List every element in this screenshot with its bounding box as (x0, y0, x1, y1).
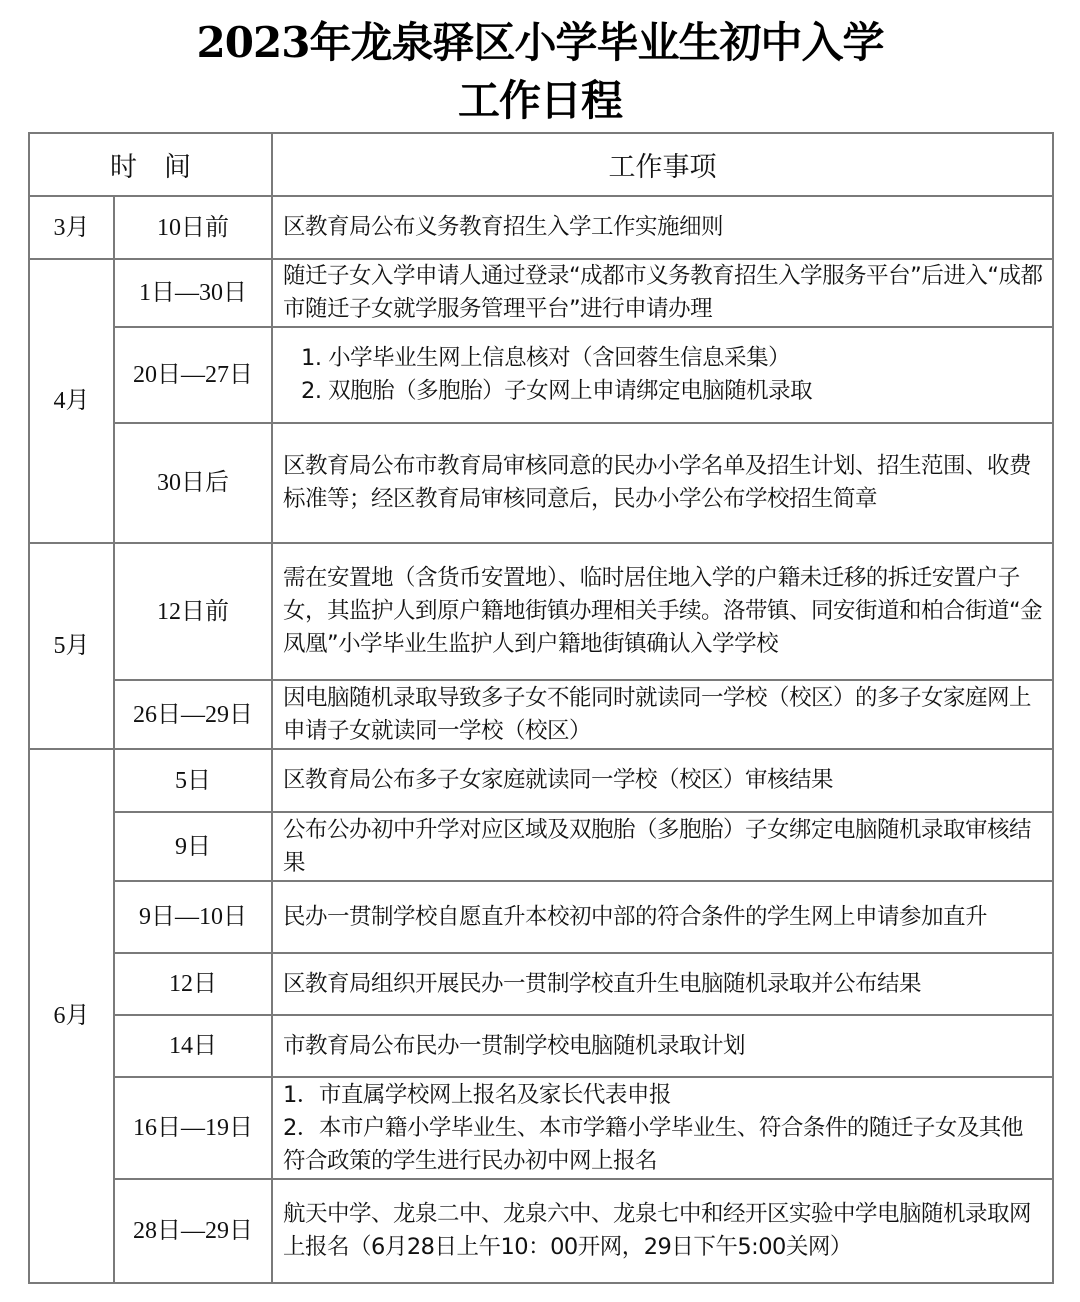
task-text: 航天中学、龙泉二中、龙泉六中、龙泉七中和经开区实验中学电脑随机录取网上报名（6月28日上午10：00开网，29日下午5:00关网） (283, 1201, 1032, 1260)
table-row (29, 812, 1053, 881)
month-cell: 4月 (29, 259, 114, 543)
task-cell (272, 259, 1053, 327)
table-row (29, 259, 1053, 327)
date-cell: 1日—30日 (114, 259, 272, 327)
date-cell: 9日 (114, 812, 272, 881)
table-row (29, 680, 1053, 749)
table-row (29, 1077, 1053, 1179)
task-cell (272, 953, 1053, 1015)
schedule-table (28, 132, 1054, 1284)
task-cell (272, 543, 1053, 680)
date-cell: 28日—29日 (114, 1179, 272, 1283)
task-cell (272, 196, 1053, 259)
table-row (29, 543, 1053, 680)
task-cell (272, 1015, 1053, 1077)
date-cell: 26日—29日 (114, 680, 272, 749)
task-text: 民办一贯制学校自愿直升本校初中部的符合条件的学生网上申请参加直升 (283, 903, 988, 930)
task-text: 区教育局公布市教育局审核同意的民办小学名单及招生计划、招生范围、收费标准等；经区教育局审核同意后，民办小学公布学校招生简章 (283, 453, 1032, 512)
date-cell: 20日—27日 (114, 327, 272, 423)
task-text: 公布公办初中升学对应区域及双胞胎（多胞胎）子女绑定电脑随机录取审核结果 (283, 816, 1032, 876)
table-row (29, 327, 1053, 423)
table-header-row (29, 133, 1053, 196)
date-cell: 16日—19日 (114, 1077, 272, 1179)
header-time: 时 间 (29, 133, 272, 196)
document-subtitle: 工作日程 (457, 76, 622, 125)
task-cell (272, 812, 1053, 881)
task-text: 1．市直属学校网上报名及家长代表申报 (283, 1081, 671, 1108)
table-row (29, 423, 1053, 543)
task-text: 需在安置地（含货币安置地）、临时居住地入学的户籍未迁移的拆迁安置户子女，其监护人到原户籍地街镇办理相关手续。洛带镇、同安街道和柏合街道“金凤凰”小学毕业生监护人到户籍地街镇确认入学学校 (283, 565, 1043, 657)
task-cell (272, 881, 1053, 953)
date-cell: 30日后 (114, 423, 272, 543)
task-cell (272, 749, 1053, 812)
table-row (29, 1179, 1053, 1283)
schedule-body (29, 196, 1053, 1283)
table-row (29, 1015, 1053, 1077)
date-cell: 12日前 (114, 543, 272, 680)
table-row (29, 749, 1053, 812)
month-cell: 3月 (29, 196, 114, 259)
date-cell: 5日 (114, 749, 272, 812)
table-row (29, 881, 1053, 953)
task-text: 区教育局组织开展民办一贯制学校直升生电脑随机录取并公布结果 (283, 970, 922, 997)
date-cell: 10日前 (114, 196, 272, 259)
month-cell: 6月 (29, 749, 114, 1283)
task-text: 因电脑随机录取导致多子女不能同时就读同一学校（校区）的多子女家庭网上申请子女就读同一学校（校区） (283, 684, 1032, 744)
task-cell (272, 327, 1053, 423)
month-cell: 5月 (29, 543, 114, 749)
task-text: 2. 双胞胎（多胞胎）子女网上申请绑定电脑随机录取 (301, 378, 813, 404)
task-cell (272, 423, 1053, 543)
task-text: 区教育局公布多子女家庭就读同一学校（校区）审核结果 (283, 767, 834, 793)
task-text: 2．本市户籍小学毕业生、本市学籍小学毕业生、符合条件的随迁子女及其他符合政策的学生进行民办初中网上报名 (283, 1114, 1023, 1174)
task-text: 市教育局公布民办一贯制学校电脑随机录取计划 (283, 1032, 746, 1059)
task-text: 区教育局公布义务教育招生入学工作实施细则 (283, 214, 724, 240)
document-title: 2023年龙泉驿区小学毕业生初中入学 (196, 18, 884, 67)
task-cell (272, 680, 1053, 749)
task-text: 随迁子女入学申请人通过登录“成都市义务教育招生入学服务平台”后进入“成都市随迁子女就学服务管理平台”进行申请办理 (283, 263, 1043, 322)
task-cell (272, 1077, 1053, 1179)
task-text: 1. 小学毕业生网上信息核对（含回蓉生信息采集） (301, 345, 791, 371)
header-task: 工作事项 (272, 133, 1053, 196)
date-cell: 12日 (114, 953, 272, 1015)
date-cell: 9日—10日 (114, 881, 272, 953)
date-cell: 14日 (114, 1015, 272, 1077)
table-row (29, 953, 1053, 1015)
task-cell (272, 1179, 1053, 1283)
table-row (29, 196, 1053, 259)
